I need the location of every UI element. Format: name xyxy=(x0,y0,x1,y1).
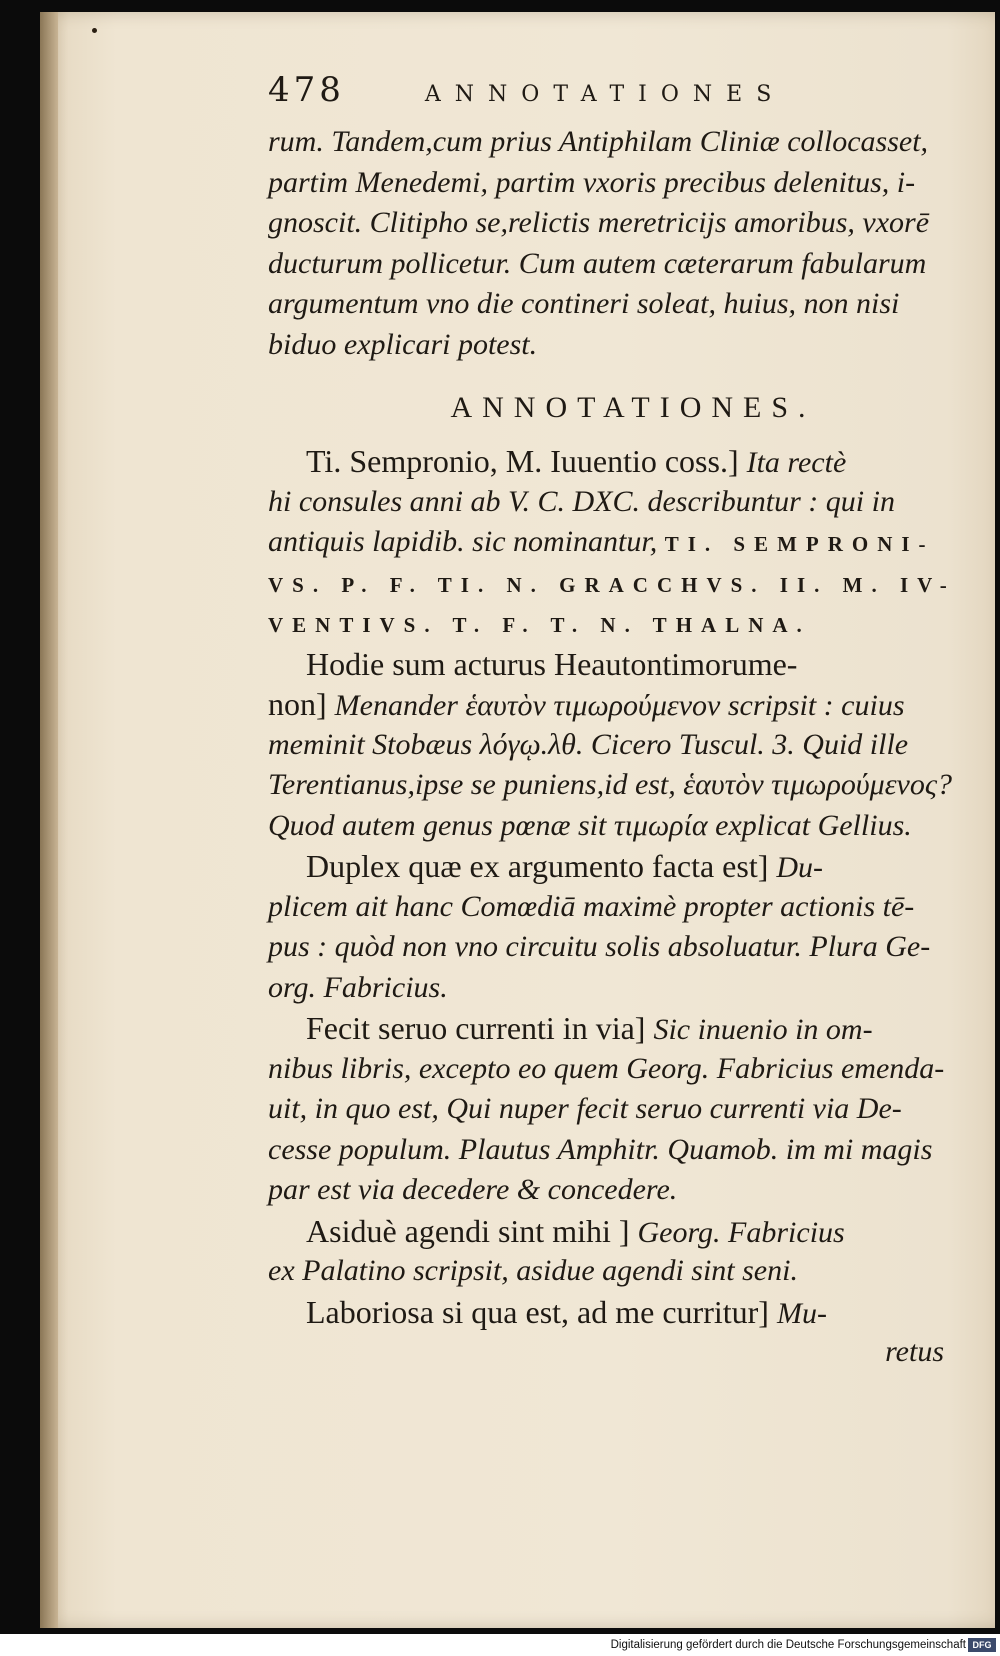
text-line xyxy=(268,968,958,1009)
text-line xyxy=(268,927,958,968)
italic-text: meminit Stobæus λόγῳ.λθ. Cicero Tuscul. 3. Quid ille xyxy=(268,727,909,761)
italic-text: Menander ἑαυτὸν τιμωρούμενον scripsit : cuius xyxy=(334,689,905,722)
italic-text: biduo explicari potest. xyxy=(268,327,538,361)
text-line xyxy=(268,725,958,766)
italic-text: gnoscit. Clitipho se,relictis meretricijs amoribus, vxorē xyxy=(268,206,930,239)
italic-text: Ita rectè xyxy=(746,446,847,479)
text-line xyxy=(268,325,958,366)
italic-text: retus xyxy=(885,1335,944,1368)
text-line xyxy=(268,1008,958,1049)
italic-text: ducturum pollicetur. Cum autem cæterarum fabularum xyxy=(268,246,927,280)
text-line xyxy=(268,1089,958,1130)
italic-text: antiquis lapidib. sic nominantur, xyxy=(268,525,665,558)
roman-text: Asiduè agendi sint mihi ] xyxy=(306,1212,638,1249)
italic-text: pus : quòd non vno circuitu solis absoluatur. Plura Ge- xyxy=(268,930,931,963)
italic-text: par est via decedere & concedere. xyxy=(268,1173,678,1206)
text-line xyxy=(268,563,958,604)
text-line xyxy=(268,1211,958,1252)
text-line xyxy=(268,1130,958,1171)
italic-text: argumentum vno die contineri soleat, huius, non nisi xyxy=(268,287,900,320)
section-heading: ANNOTATIONES. xyxy=(450,391,816,424)
italic-text: plicem ait hanc Comœdiā maximè propter actionis tē- xyxy=(268,889,915,923)
body-lines xyxy=(268,122,958,1373)
roman-text: non] xyxy=(268,686,335,722)
roman-text: Hodie sum acturus Heautontimorume- xyxy=(306,645,798,682)
italic-text: Du- xyxy=(776,851,824,884)
small-caps-text: TI. SEMPRONI- xyxy=(664,532,935,556)
roman-text: Laboriosa si qua est, ad me curritur] xyxy=(306,1293,777,1330)
footer-bar xyxy=(0,1634,1000,1656)
italic-text: Sic inuenio in om- xyxy=(653,1013,873,1046)
running-head: ANNOTATIONES xyxy=(424,82,786,107)
italic-text: Mu- xyxy=(776,1296,827,1330)
text-line xyxy=(268,203,958,244)
italic-text: partim Menedemi, partim vxoris precibus delenitus, i- xyxy=(268,165,916,199)
page-number: 478 xyxy=(268,70,345,110)
italic-text: cesse populum. Plautus Amphitr. Quamob. im mi magis xyxy=(268,1132,933,1166)
italic-text: Georg. Fabricius xyxy=(637,1215,845,1249)
text-line xyxy=(268,765,958,806)
small-caps-text: VS. P. F. TI. N. GRACCHVS. II. M. IV- xyxy=(268,572,956,597)
text-line xyxy=(268,522,958,563)
italic-text: rum. Tandem,cum prius Antiphilam Cliniæ collocasset, xyxy=(268,125,929,158)
footer-credit: Digitalisierung gefördert durch die Deutsche Forschungsgemeinschaft xyxy=(610,1639,966,1651)
text-line xyxy=(268,887,958,928)
text-line xyxy=(268,846,958,887)
text-line xyxy=(268,163,958,204)
page-text-block xyxy=(268,70,958,1373)
italic-text: nibus libris, excepto eo quem Georg. Fabricius emenda- xyxy=(268,1051,945,1085)
dfg-logo: DFG xyxy=(968,1638,996,1652)
ink-spot xyxy=(92,28,97,33)
page-header xyxy=(268,70,958,122)
roman-text: Duplex quæ ex argumento facta est] xyxy=(306,848,777,884)
text-line xyxy=(268,806,958,847)
roman-text: Fecit seruo currenti in via] xyxy=(306,1010,654,1046)
text-line xyxy=(268,1332,958,1373)
roman-text: Ti. Sempronio, M. Iuuentio coss.] xyxy=(306,443,747,479)
italic-text: hi consules anni ab V. C. DXC. describuntur : qui in xyxy=(268,484,895,518)
text-line xyxy=(268,1049,958,1090)
page-binding-edge xyxy=(40,12,58,1628)
text-line xyxy=(268,122,958,163)
text-line xyxy=(268,284,958,325)
italic-text: uit, in quo est, Qui nuper fecit seruo currenti via De- xyxy=(268,1092,902,1125)
text-line xyxy=(268,684,958,725)
text-line xyxy=(268,1170,958,1211)
italic-text: Quod autem genus pœnæ sit τιμωρία explicat Gellius. xyxy=(268,808,912,842)
text-line xyxy=(268,1251,958,1292)
text-line xyxy=(268,603,958,644)
italic-text: org. Fabricius. xyxy=(268,970,448,1004)
italic-text: ex Palatino scripsit, asidue agendi sint seni. xyxy=(268,1254,798,1287)
text-line xyxy=(268,482,958,523)
text-line xyxy=(268,244,958,285)
italic-text: Terentianus,ipse se puniens,id est, ἑαυτὸν τιμωρούμενος? xyxy=(268,768,953,801)
text-line xyxy=(268,441,958,482)
text-line xyxy=(268,644,958,685)
small-caps-text: VENTIVS. T. F. T. N. THALNA. xyxy=(268,613,811,637)
text-line xyxy=(268,1292,958,1333)
